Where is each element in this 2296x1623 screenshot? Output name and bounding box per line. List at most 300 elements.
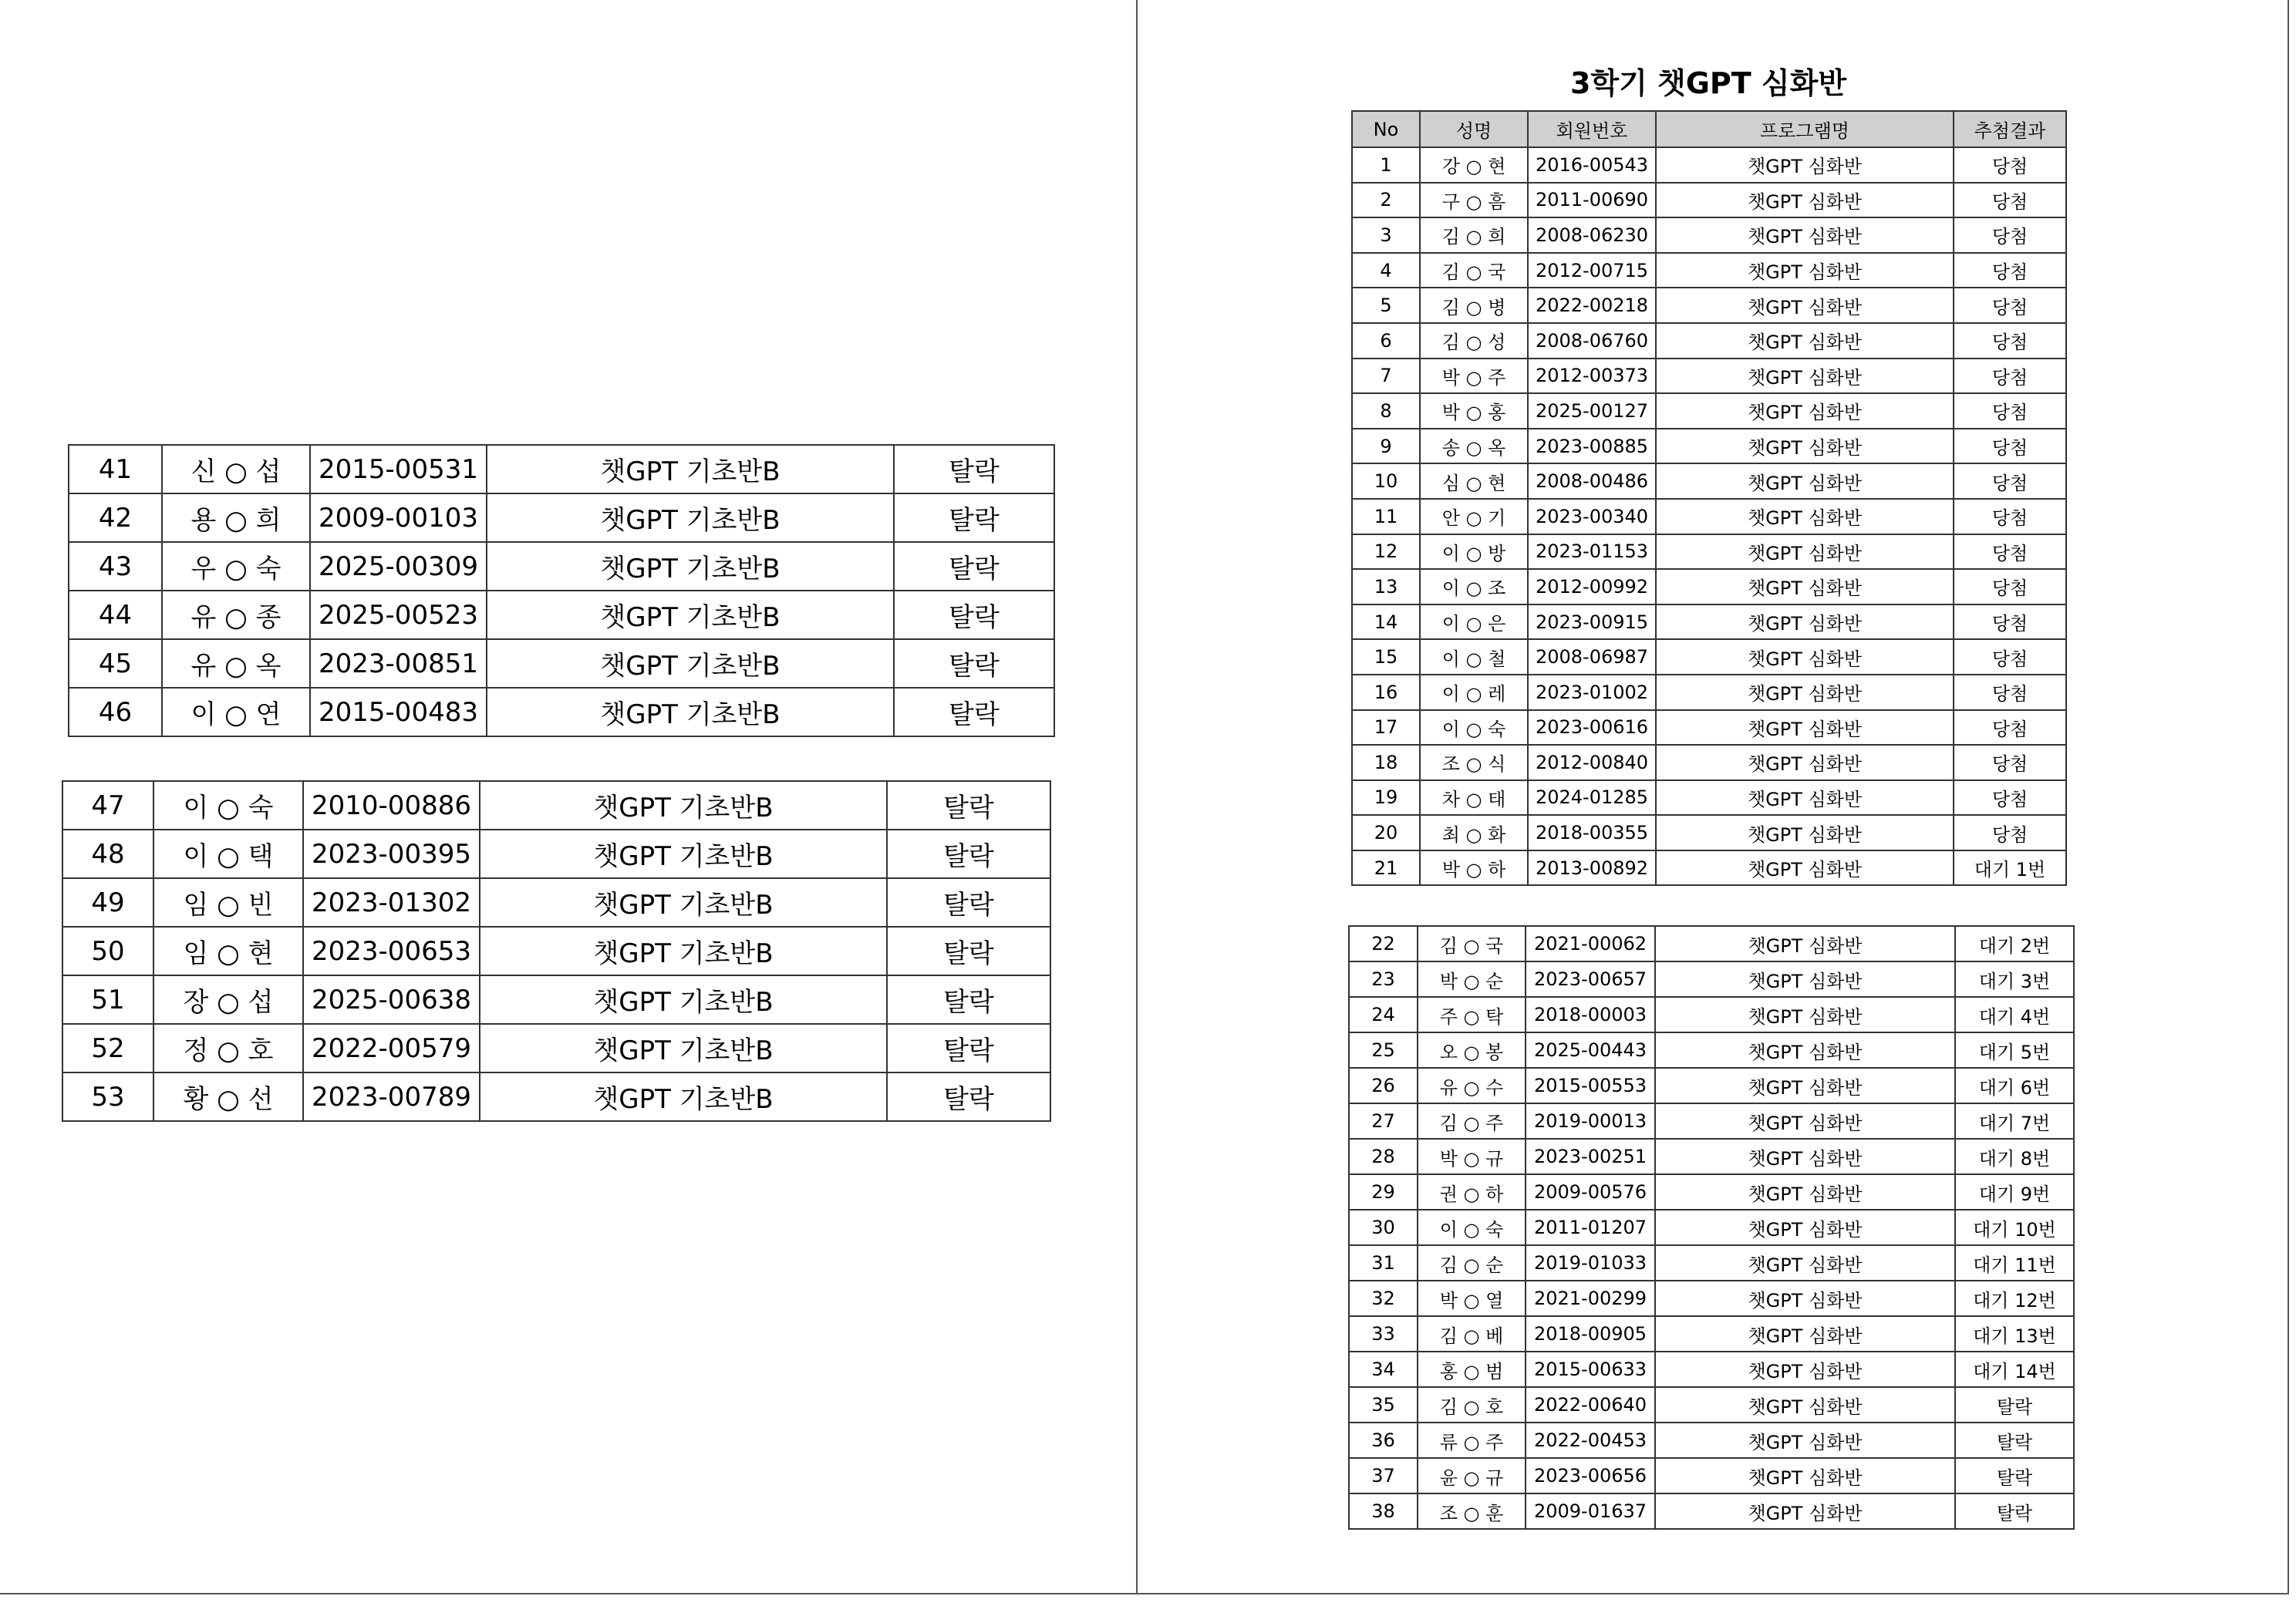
- cell-member-id: 2022-00453: [1526, 1423, 1655, 1458]
- cell-program: 챗GPT 기초반B: [480, 878, 887, 927]
- table-row: [1352, 359, 2066, 394]
- page-right-border: [2288, 0, 2289, 1594]
- cell-member-id: 2025-00127: [1528, 393, 1656, 429]
- table-row: [1349, 1103, 2074, 1139]
- cell-member-id: 2008-00486: [1528, 463, 1656, 499]
- cell-program: 챗GPT 심화반: [1655, 1458, 1955, 1493]
- cell-result: 당첨: [1954, 323, 2066, 359]
- table-row: [69, 591, 1054, 639]
- cell-result: 대기 14번: [1955, 1352, 2074, 1387]
- cell-name: 이 ○ 연: [162, 688, 310, 736]
- column-header: No: [1352, 111, 1420, 147]
- cell-program: 챗GPT 심화반: [1655, 1068, 1955, 1103]
- cell-no: 21: [1352, 850, 1420, 886]
- column-header: 추첨결과: [1954, 111, 2066, 147]
- cell-name: 이 ○ 은: [1420, 604, 1528, 640]
- cell-program: 챗GPT 기초반B: [480, 1024, 887, 1072]
- cell-result: 탈락: [887, 878, 1050, 927]
- cell-program: 챗GPT 심화반: [1656, 393, 1954, 429]
- table-row: [1349, 1281, 2074, 1316]
- cell-result: 당첨: [1954, 604, 2066, 640]
- cell-result: 탈락: [887, 781, 1050, 830]
- cell-program: 챗GPT 심화반: [1655, 1245, 1955, 1281]
- table-row: [1352, 534, 2066, 570]
- cell-program: 챗GPT 심화반: [1655, 1423, 1955, 1458]
- cell-no: 49: [62, 878, 153, 927]
- cell-name: 류 ○ 주: [1418, 1423, 1526, 1458]
- cell-result: 대기 8번: [1955, 1139, 2074, 1174]
- table-row: [1352, 499, 2066, 534]
- cell-result: 당첨: [1954, 147, 2066, 183]
- cell-program: 챗GPT 심화반: [1655, 961, 1955, 997]
- cell-result: 탈락: [1955, 1387, 2074, 1423]
- cell-name: 이 ○ 숙: [153, 781, 303, 830]
- cell-name: 주 ○ 탁: [1418, 997, 1526, 1032]
- cell-member-id: 2024-01285: [1528, 780, 1656, 816]
- cell-name: 송 ○ 옥: [1420, 429, 1528, 464]
- table-row: [1352, 323, 2066, 359]
- cell-name: 유 ○ 옥: [162, 639, 310, 688]
- cell-no: 30: [1349, 1210, 1418, 1245]
- cell-name: 김 ○ 희: [1420, 217, 1528, 253]
- cell-result: 대기 5번: [1955, 1032, 2074, 1068]
- table-row: [62, 1072, 1050, 1121]
- cell-result: 대기 3번: [1955, 961, 2074, 997]
- cell-name: 윤 ○ 규: [1418, 1458, 1526, 1493]
- cell-result: 탈락: [894, 688, 1054, 736]
- cell-no: 10: [1352, 463, 1420, 499]
- cell-name: 조 ○ 훈: [1418, 1493, 1526, 1529]
- cell-member-id: 2023-00251: [1526, 1139, 1655, 1174]
- cell-program: 챗GPT 심화반: [1655, 1281, 1955, 1316]
- cell-program: 챗GPT 심화반: [1656, 499, 1954, 534]
- cell-name: 안 ○ 기: [1420, 499, 1528, 534]
- cell-member-id: 2023-01002: [1528, 675, 1656, 710]
- cell-program: 챗GPT 심화반: [1656, 429, 1954, 464]
- cell-no: 8: [1352, 393, 1420, 429]
- cell-member-id: 2015-00553: [1526, 1068, 1655, 1103]
- cell-name: 박 ○ 하: [1420, 850, 1528, 886]
- table-row: [69, 542, 1054, 591]
- cell-no: 23: [1349, 961, 1418, 997]
- cell-name: 조 ○ 식: [1420, 745, 1528, 780]
- cell-result: 탈락: [894, 542, 1054, 591]
- cell-member-id: 2013-00892: [1528, 850, 1656, 886]
- cell-member-id: 2023-00657: [1526, 961, 1655, 997]
- cell-name: 임 ○ 빈: [153, 878, 303, 927]
- cell-member-id: 2011-00690: [1528, 183, 1656, 218]
- cell-name: 우 ○ 숙: [162, 542, 310, 591]
- cell-member-id: 2023-00851: [310, 639, 487, 688]
- cell-program: 챗GPT 심화반: [1656, 710, 1954, 746]
- cell-name: 유 ○ 수: [1418, 1068, 1526, 1103]
- table-row: [1352, 675, 2066, 710]
- cell-program: 챗GPT 심화반: [1656, 745, 1954, 780]
- cell-program: 챗GPT 심화반: [1655, 997, 1955, 1032]
- cell-program: 챗GPT 심화반: [1656, 815, 1954, 850]
- cell-member-id: 2025-00523: [310, 591, 487, 639]
- cell-result: 당첨: [1954, 393, 2066, 429]
- cell-result: 당첨: [1954, 463, 2066, 499]
- cell-name: 김 ○ 베: [1418, 1316, 1526, 1352]
- cell-name: 정 ○ 호: [153, 1024, 303, 1072]
- table-row: [69, 688, 1054, 736]
- cell-no: 35: [1349, 1387, 1418, 1423]
- cell-member-id: 2016-00543: [1528, 147, 1656, 183]
- cell-name: 이 ○ 숙: [1420, 710, 1528, 746]
- cell-member-id: 2008-06760: [1528, 323, 1656, 359]
- cell-no: 26: [1349, 1068, 1418, 1103]
- cell-no: 33: [1349, 1316, 1418, 1352]
- cell-program: 챗GPT 심화반: [1656, 183, 1954, 218]
- table-row: [1349, 1493, 2074, 1529]
- cell-result: 당첨: [1954, 534, 2066, 570]
- cell-name: 황 ○ 선: [153, 1072, 303, 1121]
- cell-no: 47: [62, 781, 153, 830]
- cell-result: 탈락: [887, 1072, 1050, 1121]
- cell-name: 유 ○ 종: [162, 591, 310, 639]
- cell-name: 차 ○ 태: [1420, 780, 1528, 816]
- table-row: [1352, 288, 2066, 323]
- cell-member-id: 2023-00653: [303, 927, 480, 975]
- cell-member-id: 2012-00992: [1528, 569, 1656, 604]
- cell-name: 박 ○ 순: [1418, 961, 1526, 997]
- cell-no: 51: [62, 975, 153, 1024]
- cell-member-id: 2025-00638: [303, 975, 480, 1024]
- cell-no: 14: [1352, 604, 1420, 640]
- table-row: [1349, 1032, 2074, 1068]
- table-row: [1352, 253, 2066, 288]
- cell-name: 이 ○ 철: [1420, 639, 1528, 675]
- cell-program: 챗GPT 심화반: [1656, 147, 1954, 183]
- cell-result: 당첨: [1954, 710, 2066, 746]
- cell-name: 구 ○ 흠: [1420, 183, 1528, 218]
- cell-no: 25: [1349, 1032, 1418, 1068]
- cell-name: 홍 ○ 범: [1418, 1352, 1526, 1387]
- column-header: 성명: [1420, 111, 1528, 147]
- page-title: 3학기 챗GPT 심화반: [1569, 66, 1847, 101]
- cell-program: 챗GPT 기초반B: [487, 688, 894, 736]
- cell-result: 대기 6번: [1955, 1068, 2074, 1103]
- cell-result: 당첨: [1954, 569, 2066, 604]
- cell-name: 이 ○ 숙: [1418, 1210, 1526, 1245]
- cell-result: 당첨: [1954, 359, 2066, 394]
- cell-result: 당첨: [1954, 253, 2066, 288]
- table-row: [1349, 997, 2074, 1032]
- cell-no: 12: [1352, 534, 1420, 570]
- table-row: [1349, 926, 2074, 961]
- cell-result: 탈락: [894, 445, 1054, 493]
- cell-no: 37: [1349, 1458, 1418, 1493]
- table-row: [62, 1024, 1050, 1072]
- cell-member-id: 2023-00616: [1528, 710, 1656, 746]
- cell-name: 최 ○ 화: [1420, 815, 1528, 850]
- cell-program: 챗GPT 심화반: [1656, 780, 1954, 816]
- table-row: [1352, 604, 2066, 640]
- cell-result: 당첨: [1954, 675, 2066, 710]
- cell-result: 당첨: [1954, 288, 2066, 323]
- cell-member-id: 2009-01637: [1526, 1493, 1655, 1529]
- table-row: [1352, 745, 2066, 780]
- table-row: [1349, 1068, 2074, 1103]
- cell-no: 34: [1349, 1352, 1418, 1387]
- cell-no: 27: [1349, 1103, 1418, 1139]
- cell-name: 권 ○ 하: [1418, 1174, 1526, 1210]
- cell-result: 탈락: [894, 493, 1054, 542]
- cell-no: 17: [1352, 710, 1420, 746]
- cell-result: 대기 9번: [1955, 1174, 2074, 1210]
- cell-program: 챗GPT 심화반: [1655, 1103, 1955, 1139]
- table-header-row: [1352, 111, 2066, 147]
- cell-program: 챗GPT 심화반: [1656, 675, 1954, 710]
- cell-member-id: 2023-00915: [1528, 604, 1656, 640]
- cell-result: 대기 1번: [1954, 850, 2066, 886]
- table-row: [1349, 1352, 2074, 1387]
- cell-result: 대기 4번: [1955, 997, 2074, 1032]
- cell-program: 챗GPT 기초반B: [487, 591, 894, 639]
- table-row: [1349, 1423, 2074, 1458]
- table-row: [1352, 815, 2066, 850]
- table-row: [1352, 217, 2066, 253]
- cell-no: 7: [1352, 359, 1420, 394]
- column-header: 회원번호: [1528, 111, 1656, 147]
- cell-no: 4: [1352, 253, 1420, 288]
- cell-program: 챗GPT 심화반: [1656, 639, 1954, 675]
- column-header: 프로그램명: [1656, 111, 1954, 147]
- cell-program: 챗GPT 심화반: [1655, 926, 1955, 961]
- cell-name: 신 ○ 섭: [162, 445, 310, 493]
- cell-name: 강 ○ 현: [1420, 147, 1528, 183]
- table-row: [1352, 710, 2066, 746]
- cell-member-id: 2023-01302: [303, 878, 480, 927]
- cell-member-id: 2011-01207: [1526, 1210, 1655, 1245]
- cell-member-id: 2019-00013: [1526, 1103, 1655, 1139]
- cell-no: 45: [69, 639, 162, 688]
- cell-no: 41: [69, 445, 162, 493]
- cell-member-id: 2008-06987: [1528, 639, 1656, 675]
- cell-member-id: 2025-00443: [1526, 1032, 1655, 1068]
- cell-program: 챗GPT 심화반: [1655, 1139, 1955, 1174]
- table-row: [62, 975, 1050, 1024]
- cell-no: 36: [1349, 1423, 1418, 1458]
- cell-no: 22: [1349, 926, 1418, 961]
- cell-program: 챗GPT 기초반B: [480, 927, 887, 975]
- cell-program: 챗GPT 심화반: [1655, 1032, 1955, 1068]
- cell-program: 챗GPT 기초반B: [487, 493, 894, 542]
- cell-member-id: 2015-00531: [310, 445, 487, 493]
- cell-member-id: 2019-01033: [1526, 1245, 1655, 1281]
- cell-result: 대기 12번: [1955, 1281, 2074, 1316]
- cell-no: 3: [1352, 217, 1420, 253]
- cell-program: 챗GPT 기초반B: [480, 830, 887, 878]
- cell-name: 김 ○ 호: [1418, 1387, 1526, 1423]
- cell-no: 24: [1349, 997, 1418, 1032]
- cell-program: 챗GPT 심화반: [1655, 1387, 1955, 1423]
- cell-result: 탈락: [1955, 1423, 2074, 1458]
- cell-result: 대기 2번: [1955, 926, 2074, 961]
- table-row: [69, 445, 1054, 493]
- cell-member-id: 2025-00309: [310, 542, 487, 591]
- cell-program: 챗GPT 심화반: [1656, 288, 1954, 323]
- table-row: [1349, 1458, 2074, 1493]
- cell-no: 50: [62, 927, 153, 975]
- cell-no: 5: [1352, 288, 1420, 323]
- cell-member-id: 2009-00103: [310, 493, 487, 542]
- cell-result: 대기 11번: [1955, 1245, 2074, 1281]
- cell-no: 42: [69, 493, 162, 542]
- cell-member-id: 2021-00299: [1526, 1281, 1655, 1316]
- cell-program: 챗GPT 심화반: [1655, 1210, 1955, 1245]
- cell-no: 48: [62, 830, 153, 878]
- cell-name: 김 ○ 국: [1418, 926, 1526, 961]
- cell-member-id: 2022-00640: [1526, 1387, 1655, 1423]
- cell-result: 탈락: [894, 639, 1054, 688]
- cell-member-id: 2023-00789: [303, 1072, 480, 1121]
- cell-member-id: 2012-00715: [1528, 253, 1656, 288]
- cell-member-id: 2012-00373: [1528, 359, 1656, 394]
- cell-name: 오 ○ 봉: [1418, 1032, 1526, 1068]
- table-row: [62, 830, 1050, 878]
- cell-member-id: 2023-00340: [1528, 499, 1656, 534]
- cell-result: 탈락: [887, 975, 1050, 1024]
- left-table-2: [62, 780, 1051, 1122]
- cell-program: 챗GPT 기초반B: [487, 542, 894, 591]
- cell-no: 2: [1352, 183, 1420, 218]
- cell-program: 챗GPT 기초반B: [487, 445, 894, 493]
- cell-no: 38: [1349, 1493, 1418, 1529]
- cell-no: 16: [1352, 675, 1420, 710]
- cell-name: 이 ○ 택: [153, 830, 303, 878]
- cell-member-id: 2018-00003: [1526, 997, 1655, 1032]
- table-row: [1349, 1387, 2074, 1423]
- cell-result: 대기 13번: [1955, 1316, 2074, 1352]
- table-row: [1352, 183, 2066, 218]
- cell-program: 챗GPT 심화반: [1656, 534, 1954, 570]
- cell-no: 31: [1349, 1245, 1418, 1281]
- table-row: [1352, 393, 2066, 429]
- table-row: [1349, 1174, 2074, 1210]
- table-row: [1352, 463, 2066, 499]
- table-row: [62, 781, 1050, 830]
- cell-member-id: 2009-00576: [1526, 1174, 1655, 1210]
- cell-result: 당첨: [1954, 780, 2066, 816]
- cell-member-id: 2010-00886: [303, 781, 480, 830]
- cell-no: 20: [1352, 815, 1420, 850]
- cell-name: 박 ○ 홍: [1420, 393, 1528, 429]
- table-row: [1349, 1316, 2074, 1352]
- cell-member-id: 2022-00579: [303, 1024, 480, 1072]
- table-row: [62, 927, 1050, 975]
- cell-name: 이 ○ 레: [1420, 675, 1528, 710]
- cell-name: 김 ○ 순: [1418, 1245, 1526, 1281]
- cell-result: 당첨: [1954, 429, 2066, 464]
- cell-program: 챗GPT 심화반: [1656, 359, 1954, 394]
- cell-member-id: 2008-06230: [1528, 217, 1656, 253]
- table-row: [1349, 1139, 2074, 1174]
- cell-no: 32: [1349, 1281, 1418, 1316]
- cell-program: 챗GPT 심화반: [1656, 323, 1954, 359]
- cell-member-id: 2018-00355: [1528, 815, 1656, 850]
- table-row: [69, 639, 1054, 688]
- cell-result: 당첨: [1954, 815, 2066, 850]
- table-row: [1349, 1210, 2074, 1245]
- left-table-1: [68, 444, 1055, 737]
- cell-result: 탈락: [887, 927, 1050, 975]
- cell-member-id: 2023-00656: [1526, 1458, 1655, 1493]
- cell-name: 박 ○ 열: [1418, 1281, 1526, 1316]
- cell-name: 김 ○ 주: [1418, 1103, 1526, 1139]
- cell-result: 당첨: [1954, 745, 2066, 780]
- table-row: [69, 493, 1054, 542]
- cell-program: 챗GPT 심화반: [1656, 253, 1954, 288]
- cell-name: 용 ○ 희: [162, 493, 310, 542]
- cell-no: 44: [69, 591, 162, 639]
- cell-result: 당첨: [1954, 499, 2066, 534]
- cell-name: 김 ○ 병: [1420, 288, 1528, 323]
- cell-member-id: 2022-00218: [1528, 288, 1656, 323]
- cell-no: 9: [1352, 429, 1420, 464]
- cell-program: 챗GPT 심화반: [1656, 569, 1954, 604]
- table-row: [1352, 569, 2066, 604]
- cell-no: 28: [1349, 1139, 1418, 1174]
- cell-no: 29: [1349, 1174, 1418, 1210]
- page-divider: [1136, 0, 1138, 1594]
- right-table-2: [1348, 925, 2075, 1530]
- cell-program: 챗GPT 심화반: [1655, 1352, 1955, 1387]
- cell-program: 챗GPT 심화반: [1656, 604, 1954, 640]
- table-row: [1352, 429, 2066, 464]
- cell-result: 탈락: [894, 591, 1054, 639]
- table-row: [1352, 147, 2066, 183]
- cell-no: 19: [1352, 780, 1420, 816]
- cell-program: 챗GPT 심화반: [1655, 1174, 1955, 1210]
- cell-no: 18: [1352, 745, 1420, 780]
- right-table-1: [1351, 110, 2067, 886]
- cell-no: 46: [69, 688, 162, 736]
- cell-name: 심 ○ 현: [1420, 463, 1528, 499]
- cell-name: 김 ○ 국: [1420, 253, 1528, 288]
- cell-result: 탈락: [1955, 1493, 2074, 1529]
- cell-name: 임 ○ 현: [153, 927, 303, 975]
- cell-program: 챗GPT 기초반B: [480, 1072, 887, 1121]
- cell-no: 11: [1352, 499, 1420, 534]
- cell-no: 6: [1352, 323, 1420, 359]
- table-row: [1352, 639, 2066, 675]
- cell-no: 43: [69, 542, 162, 591]
- cell-name: 박 ○ 규: [1418, 1139, 1526, 1174]
- cell-program: 챗GPT 심화반: [1655, 1316, 1955, 1352]
- cell-result: 탈락: [887, 1024, 1050, 1072]
- page-bottom-border: [0, 1593, 2289, 1594]
- table-row: [1349, 961, 2074, 997]
- cell-no: 15: [1352, 639, 1420, 675]
- cell-program: 챗GPT 심화반: [1656, 217, 1954, 253]
- cell-result: 당첨: [1954, 183, 2066, 218]
- cell-result: 탈락: [887, 830, 1050, 878]
- table-row: [1352, 780, 2066, 816]
- cell-program: 챗GPT 심화반: [1656, 463, 1954, 499]
- cell-program: 챗GPT 심화반: [1656, 850, 1954, 886]
- cell-name: 이 ○ 방: [1420, 534, 1528, 570]
- cell-no: 1: [1352, 147, 1420, 183]
- cell-member-id: 2015-00483: [310, 688, 487, 736]
- table-row: [1352, 850, 2066, 886]
- cell-program: 챗GPT 기초반B: [480, 781, 887, 830]
- cell-result: 대기 7번: [1955, 1103, 2074, 1139]
- cell-result: 대기 10번: [1955, 1210, 2074, 1245]
- cell-member-id: 2012-00840: [1528, 745, 1656, 780]
- cell-member-id: 2021-00062: [1526, 926, 1655, 961]
